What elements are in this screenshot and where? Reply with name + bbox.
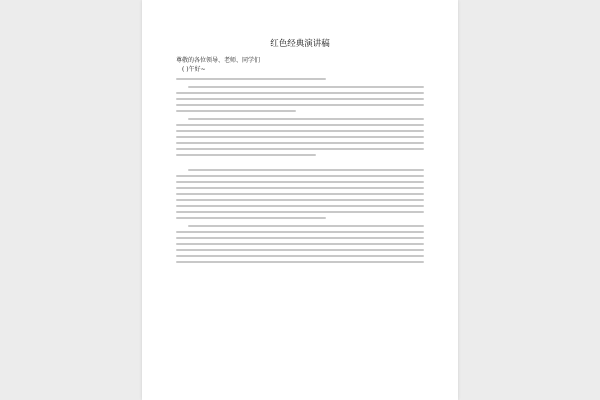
illegible-text-line	[176, 231, 424, 233]
illegible-text-line	[176, 187, 424, 189]
illegible-text-line	[176, 193, 424, 195]
illegible-text-line	[176, 104, 424, 106]
document-page	[142, 0, 458, 400]
illegible-text-line	[176, 261, 424, 263]
illegible-text-line	[176, 78, 326, 80]
salutation: 尊敬的各位领导、老师、同学们	[176, 57, 261, 64]
illegible-text-line	[176, 211, 424, 213]
paragraph	[176, 118, 424, 156]
illegible-text-line	[176, 243, 424, 245]
illegible-text-line	[176, 130, 424, 132]
paragraph	[176, 225, 424, 263]
illegible-text-line	[176, 148, 424, 150]
illegible-text-line	[188, 169, 424, 171]
illegible-text-line	[176, 175, 424, 177]
document-content	[176, 38, 424, 263]
illegible-text-line	[176, 181, 424, 183]
illegible-text-line	[176, 142, 424, 144]
paragraph	[176, 169, 424, 219]
illegible-text-line	[188, 86, 424, 88]
illegible-text-line	[176, 249, 424, 251]
illegible-text-line	[188, 225, 424, 227]
illegible-text-line	[176, 92, 424, 94]
illegible-text-line	[176, 124, 424, 126]
illegible-text-line	[176, 136, 424, 138]
illegible-text-line	[176, 237, 424, 239]
paragraph	[176, 86, 424, 112]
illegible-text-line	[176, 98, 424, 100]
illegible-text-line	[188, 118, 424, 120]
illegible-text-line	[176, 217, 326, 219]
document-title: 红色经典演讲稿	[270, 39, 330, 49]
illegible-text-line	[176, 205, 424, 207]
illegible-text-line	[176, 199, 424, 201]
illegible-text-line	[176, 154, 316, 156]
illegible-text-line	[176, 255, 424, 257]
greeting: ( )午好~	[182, 66, 206, 73]
illegible-text-line	[176, 110, 296, 112]
